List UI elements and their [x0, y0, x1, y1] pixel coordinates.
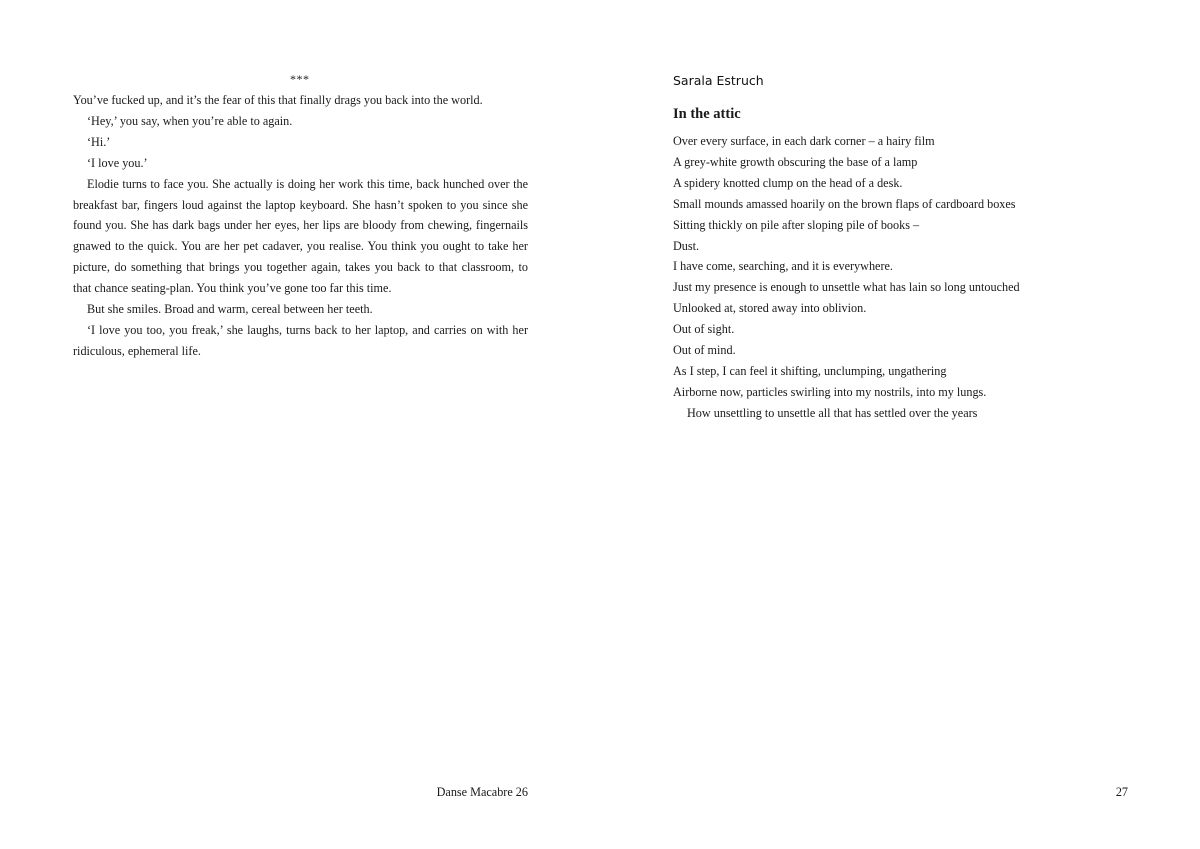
poem-line: Sitting thickly on pile after sloping pile of books – [673, 217, 920, 232]
poem-line: Small mounds amassed hoarily on the brown flaps of cardboard boxes [673, 196, 1016, 211]
paragraph: ‘Hi.’ [87, 134, 111, 149]
author-name: Sarala Estruch [673, 73, 764, 88]
poem-line: Just my presence is enough to unsettle what has lain so long untouched [673, 280, 1020, 295]
poem-line: A spidery knotted clump on the head of a desk. [673, 175, 903, 190]
poem-line: As I step, I can feel it shifting, unclumping, ungathering [673, 363, 947, 378]
page-number: 27 [1115, 785, 1128, 799]
poem-line: Unlooked at, stored away into oblivion. [673, 301, 867, 316]
paragraph: ‘I love you.’ [87, 155, 148, 170]
poem-line: How unsettling to unsettle all that has settled over the years [687, 405, 978, 420]
page-footer: Danse Macabre 26 [436, 785, 528, 799]
poem-line: Airborne now, particles swirling into my nostrils, into my lungs. [673, 384, 987, 399]
poem-line: Out of mind. [673, 343, 736, 358]
paragraph: ‘Hey,’ you say, when you’re able to again. [87, 113, 293, 128]
poem-line: Out of sight. [673, 322, 735, 337]
poem-line: Over every surface, in each dark corner – a hairy film [673, 134, 935, 148]
poem-line: Dust. [673, 238, 700, 253]
poem-body [673, 131, 1153, 424]
poem-line: I have come, searching, and it is everywhere. [673, 259, 893, 274]
paragraph: Elodie turns to face you. She actually is doing her work this time, back hunched over the breakfast bar, fingers loud against the laptop keyboard. She hasn’t spoken to you since she found you. She has dark bags under her eyes, her lips are bloody from chewing, fingernails gnawed to the quick. You are her pet cadaver, you realise. You think you ought to take her picture, do something that brings you together again, takes you back to that classroom, to that chance seating-plan. You think you’ve gone too far this time. [73, 176, 528, 296]
right-page [600, 0, 1200, 849]
paragraph: You’ve fucked up, and it’s the fear of this that finally drags you back into the world. [73, 93, 483, 107]
section-separator: *** [290, 72, 310, 86]
paragraph: ‘I love you too, you freak,’ she laughs, turns back to her laptop, and carries on with her ridiculous, ephemeral life. [73, 322, 528, 358]
story-text [73, 90, 528, 362]
poem-line: A grey-white growth obscuring the base of a lamp [673, 154, 918, 169]
paragraph: But she smiles. Broad and warm, cereal between her teeth. [87, 302, 373, 317]
poem-title: In the attic [673, 106, 741, 122]
